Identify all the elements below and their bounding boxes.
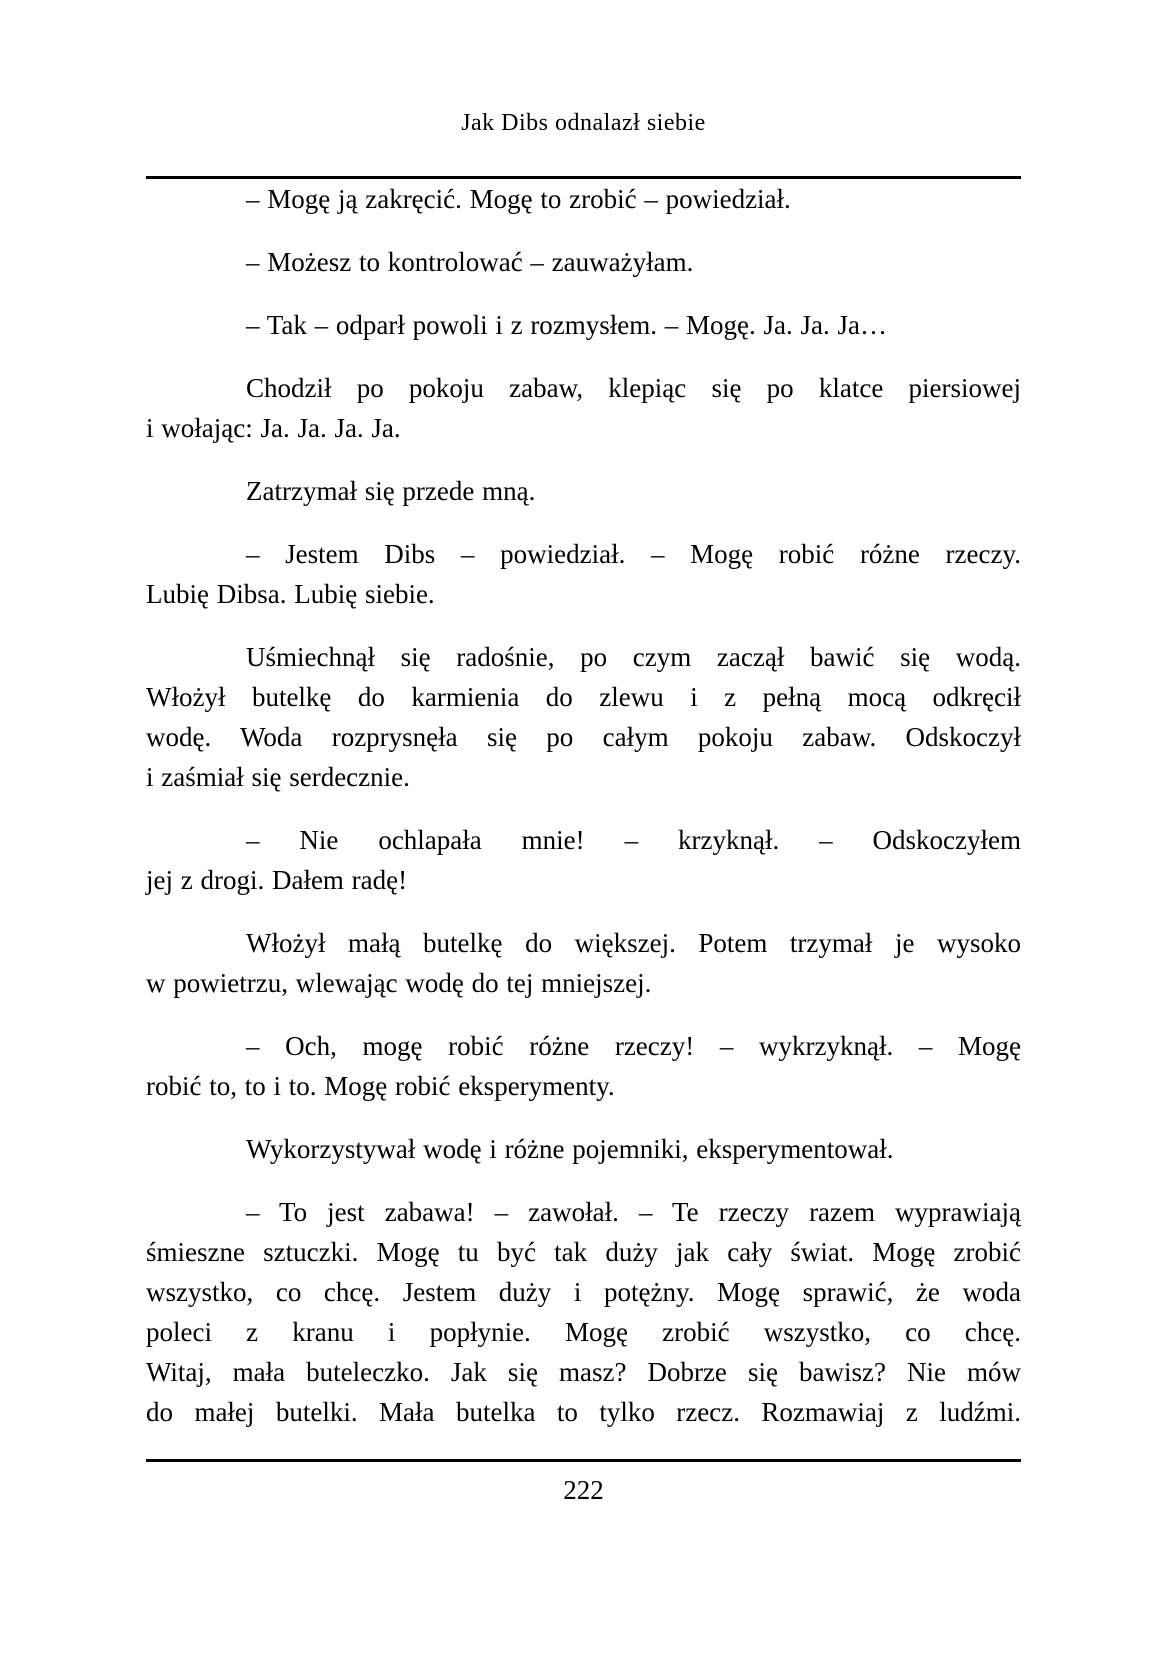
paragraph	[146, 1026, 1021, 1106]
paragraph	[146, 471, 1021, 511]
text-line: – Mogę ją zakręcić. Mogę to zrobić – powiedział.	[246, 184, 791, 214]
footer-rule	[146, 1459, 1021, 1462]
text-line: w powietrzu, wlewając wodę do tej mniejszej.	[146, 968, 652, 998]
running-header: Jak Dibs odnalazł siebie	[461, 110, 706, 136]
text-line: – To jest zabawa! – zawołał. – Te rzeczy razem wyprawiają	[246, 1197, 1021, 1227]
paragraph	[146, 1129, 1021, 1169]
text-line: wodę. Woda rozprysnęła się po całym pokoju zabaw. Odskoczył	[146, 722, 1021, 752]
text-line: – Nie ochlapała mnie! – krzyknął. – Odskoczyłem	[246, 825, 1021, 855]
paragraph	[146, 1192, 1021, 1432]
text-line: Zatrzymał się przede mną.	[246, 476, 536, 506]
text-line: i wołając: Ja. Ja. Ja. Ja.	[146, 413, 401, 443]
paragraph	[146, 820, 1021, 900]
paragraph	[146, 534, 1021, 614]
text-line: poleci z kranu i popłynie. Mogę zrobić wszystko, co chcę.	[146, 1317, 1021, 1347]
text-line: Chodził po pokoju zabaw, klepiąc się po klatce piersiowej	[246, 373, 1021, 403]
page-number: 222	[563, 1475, 604, 1505]
text-line: śmieszne sztuczki. Mogę tu być tak duży jak cały świat. Mogę zrobić	[146, 1237, 1021, 1267]
paragraph	[146, 368, 1021, 448]
text-line: – Jestem Dibs – powiedział. – Mogę robić różne rzeczy.	[246, 539, 1021, 569]
text-line: – Możesz to kontrolować – zauważyłam.	[246, 247, 694, 277]
paragraph	[146, 923, 1021, 1003]
text-line: Uśmiechnął się radośnie, po czym zaczął bawić się wodą.	[246, 642, 1021, 672]
paragraph	[146, 637, 1021, 797]
text-line: do małej butelki. Mała butelka to tylko rzecz. Rozmawiaj z ludźmi.	[146, 1397, 1021, 1427]
book-page	[146, 0, 1021, 1510]
text-line: – Tak – odparł powoli i z rozmysłem. – Mogę. Ja. Ja. Ja…	[246, 310, 888, 340]
paragraph	[146, 305, 1021, 345]
text-body	[146, 179, 1021, 1432]
text-line: Włożył butelkę do karmienia do zlewu i z pełną mocą odkręcił	[146, 682, 1021, 712]
text-line: Lubię Dibsa. Lubię siebie.	[146, 579, 435, 609]
paragraph	[146, 179, 1021, 219]
text-line: Wykorzystywał wodę i różne pojemniki, eksperymentował.	[246, 1134, 894, 1164]
text-line: robić to, to i to. Mogę robić eksperymenty.	[146, 1071, 615, 1101]
text-line: Włożył małą butelkę do większej. Potem trzymał je wysoko	[246, 928, 1021, 958]
text-line: jej z drogi. Dałem radę!	[146, 865, 408, 895]
text-line: – Och, mogę robić różne rzeczy! – wykrzyknął. – Mogę	[246, 1031, 1021, 1061]
text-line: Witaj, mała buteleczko. Jak się masz? Dobrze się bawisz? Nie mów	[146, 1357, 1021, 1387]
text-line: i zaśmiał się serdecznie.	[146, 762, 410, 792]
text-line: wszystko, co chcę. Jestem duży i potężny. Mogę sprawić, że woda	[146, 1277, 1021, 1307]
paragraph	[146, 242, 1021, 282]
